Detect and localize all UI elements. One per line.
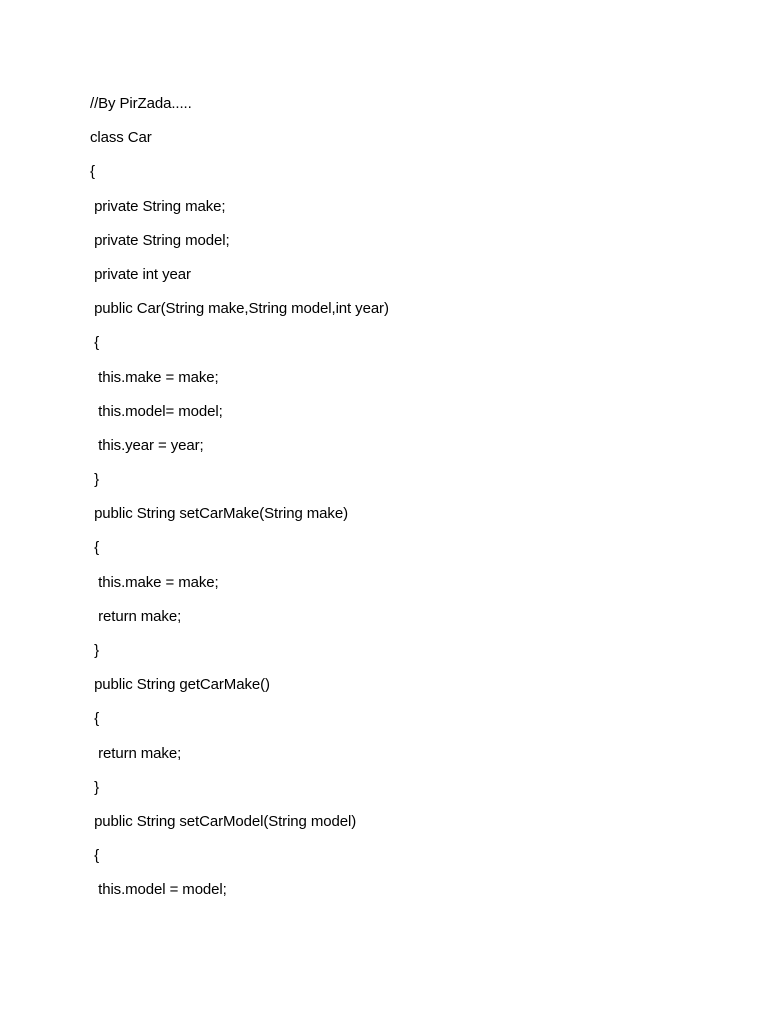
code-line-open-brace: {	[90, 163, 95, 181]
code-line-constructor-close: }	[90, 471, 99, 489]
code-line-assign-model: this.model= model;	[90, 402, 223, 420]
code-line-field-make: private String make;	[90, 197, 226, 215]
code-line-setcarmake-close: }	[90, 642, 99, 659]
code-line-setcarmodel-assign: this.model = model;	[90, 881, 227, 899]
code-block	[90, 92, 710, 913]
code-line-setcarmodel-open: {	[90, 847, 99, 865]
code-line-getcarmake-return: return make;	[90, 744, 182, 762]
code-line-class-declaration: class Car	[90, 129, 152, 147]
code-line-setcarmake-open: {	[90, 539, 99, 557]
code-line-assign-make: this.make = make;	[90, 368, 219, 386]
code-line-assign-year: this.year = year;	[90, 436, 204, 454]
code-line-setcarmake-signature: public String setCarMake(String make)	[90, 505, 348, 523]
code-line-constructor-signature: public Car(String make,String model,int year)	[90, 300, 389, 318]
code-line-getcarmake-signature: public String getCarMake()	[90, 676, 270, 694]
code-line-setcarmake-return: return make;	[90, 607, 182, 625]
code-line-setcarmake-assign: this.make = make;	[90, 573, 219, 591]
code-line-getcarmake-close: }	[90, 778, 99, 796]
code-line-field-model: private String model;	[90, 231, 230, 249]
code-line-comment: //By PirZada.....	[90, 95, 192, 112]
code-line-constructor-open: {	[90, 334, 99, 352]
code-line-setcarmodel-signature: public String setCarModel(String model)	[90, 812, 357, 830]
code-line-field-year: private int year	[90, 265, 191, 283]
code-line-getcarmake-open: {	[90, 710, 99, 728]
